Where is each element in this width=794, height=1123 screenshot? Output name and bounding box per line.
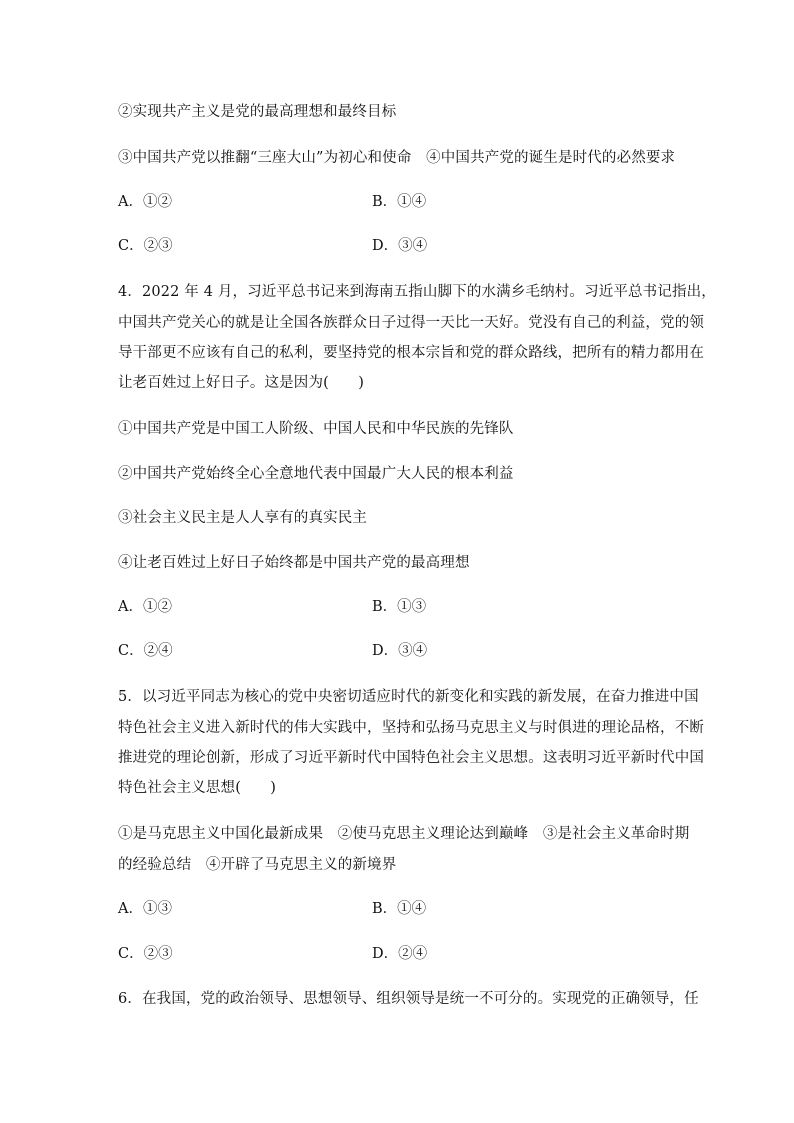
q4-statement-4: ④让老百姓过上好日子始终都是中国共产党的最高理想 [118, 555, 470, 571]
q6-stem-line-1: 6．在我国，党的政治领导、思想领导、组织领导是统一不可分的。实现党的正确领导，任 [118, 991, 699, 1007]
q5-option-c[interactable]: C．②③ [118, 946, 173, 962]
q5-option-b[interactable]: B．①④ [372, 901, 427, 917]
q3-option-b[interactable]: B．①④ [372, 194, 427, 210]
q4-option-a[interactable]: A．①② [118, 599, 172, 615]
q5-stem-line-2: 特色社会主义进入新时代的伟大实践中，坚持和弘扬马克思主义与时俱进的理论品格，不断 [118, 720, 704, 736]
q5-option-a[interactable]: A．①③ [118, 901, 172, 917]
q4-stem-line-2: 中国共产党关心的就是让全国各族群众日子过得一天比一天好。党没有自己的利益，党的领 [118, 315, 704, 331]
q3-option-c[interactable]: C．②③ [118, 238, 173, 254]
q3-statement-3-4: ③中国共产党以推翻“三座大山”为初心和使命 ④中国共产党的诞生是时代的必然要求 [118, 150, 676, 166]
q4-stem-line-1: 4．2022 年 4 月，习近平总书记来到海南五指山脚下的水满乡毛纳村。习近平总书记指出， [118, 284, 716, 300]
q5-statement-line-1: ①是马克思主义中国化最新成果 ②使马克思主义理论达到巅峰 ③是社会主义革命时期 [118, 826, 690, 842]
q4-statement-2: ②中国共产党始终全心全意地代表中国最广大人民的根本利益 [118, 466, 514, 482]
q4-option-b[interactable]: B．①③ [372, 599, 427, 615]
q5-statement-line-2: 的经验总结 ④开辟了马克思主义的新境界 [118, 857, 397, 873]
q4-stem-line-4: 让老百姓过上好日子。这是因为( ) [118, 375, 365, 391]
q3-option-a[interactable]: A．①② [118, 194, 172, 210]
q5-stem-line-4: 特色社会主义思想( ) [118, 780, 277, 796]
q4-statement-1: ①中国共产党是中国工人阶级、中国人民和中华民族的先锋队 [118, 421, 514, 437]
q3-option-d[interactable]: D．③④ [372, 238, 428, 254]
q5-stem-line-1: 5．以习近平同志为核心的党中央密切适应时代的新变化和实践的新发展，在奋力推进中国 [118, 689, 699, 705]
q4-stem-line-3: 导干部更不应该有自己的私利，要坚持党的根本宗旨和党的群众路线，把所有的精力都用在 [118, 345, 704, 361]
q3-statement-2: ②实现共产主义是党的最高理想和最终目标 [118, 104, 397, 120]
q4-option-d[interactable]: D．③④ [372, 643, 428, 659]
q5-stem-line-3: 推进党的理论创新，形成了习近平新时代中国特色社会主义思想。这表明习近平新时代中国 [118, 750, 704, 766]
q4-option-c[interactable]: C．②④ [118, 643, 173, 659]
q4-statement-3: ③社会主义民主是人人享有的真实民主 [118, 510, 368, 526]
q5-option-d[interactable]: D．②④ [372, 946, 428, 962]
